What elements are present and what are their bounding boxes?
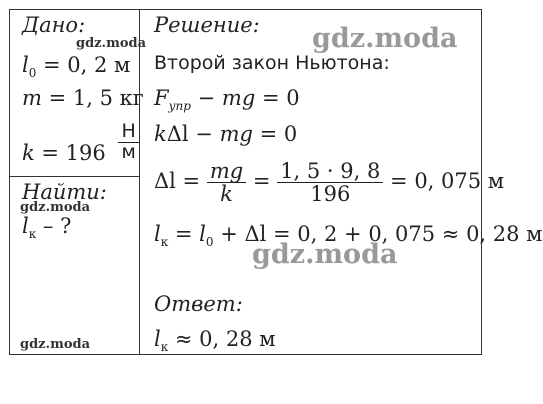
fraction-mg-over-k: $\frac{mg}{k}$ [207,160,246,205]
given-l0: $l_0 = 0$, 2 м [22,53,131,80]
watermark-mid-big: gdz.moda [252,239,398,270]
column-divider [139,9,140,355]
given-find-divider [9,176,140,177]
find-heading: Найти: [22,180,107,204]
answer-heading: Ответ: [154,292,243,316]
find-lk: $l_к$ – ? [22,214,72,241]
answer-value: $l_к \approx 0$, 28 м [154,327,276,354]
equation-2: kΔl − mg = 0 [154,122,298,146]
equation-1: $F_{упр}$ − mg = 0 [154,86,300,113]
watermark-mid-small: gdz.moda [20,200,91,215]
equation-3: Δl = $\frac{mg}{k}$ = $\frac{1, 5 \cdot 9, 8}{196}$ = 0, 075 м [154,159,505,207]
watermark-bottom-small: gdz.moda [20,337,91,352]
given-mass: m = 1, 5 кг [22,86,144,110]
given-heading: Дано: [22,13,86,37]
fraction-numeric: $\frac{1, 5 \cdot 9, 8}{196}$ [277,160,383,205]
solution-heading: Решение: [154,13,260,37]
unit-fraction: $\frac{Н}{м}$ [118,122,138,163]
equation-4: $l_к = l_0 + \Delta l = 0$, 2 + 0, 075 ≈ 0, 28 м [154,222,543,249]
newton-law-label: Второй закон Ньютона: [154,52,390,74]
watermark-top-big: gdz.moda [312,23,458,54]
watermark-top-small: gdz.moda [76,36,147,51]
given-k: k = 196 $\frac{Н}{м}$ [22,122,139,163]
